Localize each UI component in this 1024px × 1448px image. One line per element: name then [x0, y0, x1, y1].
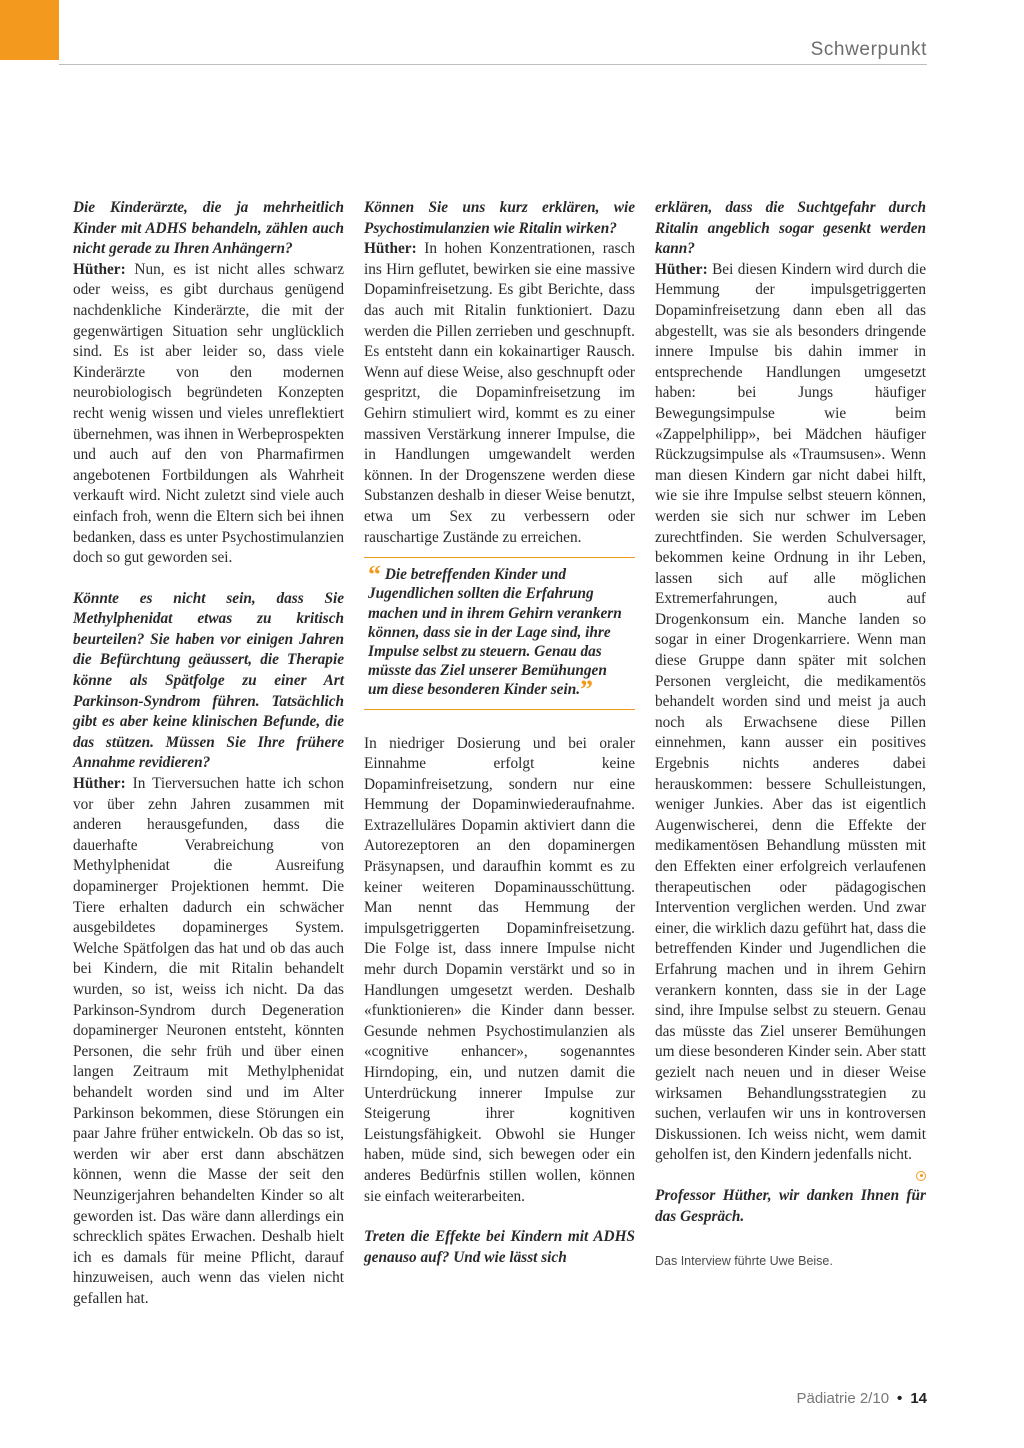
column-1	[73, 198, 344, 1309]
speaker-label: Hüther:	[73, 775, 126, 793]
answer-2-text: In Tierversuchen hatte ich schon vor über zehn Jahren zusammen mit anderen herausgefunden, dass die dauerhafte Verabreichung von Methylphenidat die Ausreifung dopaminerger Projektionen hemmt. Die Tiere erhalten dadurch ein schwächer ausgebildetes dopaminerges System. Welche Spätfolgen das hat und ob das auch bei Kindern, die mit Ritalin behandelt wurden, so ist, weiss ich nicht. Da das Parkinson-Syndrom durch Degeneration dopaminerger Neuronen entsteht, könnten Personen, die sehr früh und über einen langen Zeitraum mit Methylphenidat behandelt worden sind und im Alter Parkinson bekommen, diese Störungen ein paar Jahre früher entwickeln. Ob das so ist, werden wir aber erst dann abschätzen können, wenn die Masse der seit den Neunzigerjahren behandelten Kinder so alt geworden ist. Das wäre dann allerdings ein schrecklich spätes Erwachen. Deshalb hielt ich es damals für meine Pflicht, darauf hinzuweisen, auch wenn das vielen nicht gefallen hat.	[73, 775, 344, 1307]
answer-1	[73, 260, 344, 569]
question-4-continued: erklären, dass die Suchtgefahr durch Ritalin angeblich sogar gesenkt werden kann?	[655, 199, 926, 258]
closing-thanks: Professor Hüther, wir danken Ihnen für das Gespräch.	[655, 1186, 926, 1225]
footer-bullet: •	[897, 1390, 903, 1407]
page-number: 14	[910, 1390, 927, 1407]
question-1: Die Kinderärzte, die ja mehrheitlich Kinder mit ADHS behandeln, zählen auch nicht gerade zu Ihren Anhängern?	[73, 199, 344, 258]
pull-quote	[364, 557, 635, 709]
header-divider	[59, 64, 927, 65]
answer-4-text: Bei diesen Kindern wird durch die Hemmung der impulsgetriggerten Dopaminfreisetzung dann eben all das abgestellt, was sie als besonders dringende innere Impulse bis dahin immer in entsprechende Handlungen umgesetzt haben: bei Jungs häufiger Bewegungsimpulse wie beim «Zappelphilipp», bei Mädchen häufiger Rückzugsimpulse als «Traumsusen». Wenn man diesen Kindern gar nicht dabei hilft, wie sie ihre Impulse selbst steuern können, werden sie sich nur schwer im Leben zurechtfinden. Sie werden Schulversager, bekommen keine Ordnung in ihr Leben, lassen sich auf alle möglichen Extremerfahrungen, auch auf Drogenkonsum ein. Manche landen so sogar in einer Drogenkarriere. Wenn man diese Gruppe dann später mit solchen Personen vergleicht, die medikamentös behandelt worden sind und meist ja auch noch als Erwachsene diese Pillen einnehmen, kann ausser ein positives Ergebnis nichts anderes dabei herauskommen: bessere Schulleistungen, weniger Junkies. Aber das ist eigentlich Augenwischerei, denn die Effekte der medikamentösen Behandlung müssten mit den Effekten einer erfolgreich verlaufenen therapeutischen oder pädagogischen Intervention verglichen werden. Und zwar einer, die wirklich dazu geführt hat, dass die betreffenden Kinder und Jugendlichen die Erfahrung machen und in ihrem Gehirn verankern konnten, dass sie in der Lage sind, ihre Impulse selbst zu steuern. Genau das müsste das Ziel unserer Bemühungen um diese besonderen Kinder sein. Aber statt gezielt nach neuen und in dieser Weise wirksamen Behandlungsstrategien zu suchen, verlaufen wir uns in kontroversen Diskussionen. Ich weiss nicht, wem damit geholfen ist, den Kindern jedenfalls nicht.	[655, 260, 927, 1164]
speaker-label: Hüther:	[655, 260, 708, 278]
question-3: Können Sie uns kurz erklären, wie Psychostimulanzien wie Ritalin wirken?	[364, 199, 635, 237]
open-quote-icon: “	[368, 560, 381, 590]
pull-quote-text: Die betreffenden Kinder und Jugendlichen sollten die Erfahrung machen und in ihrem Gehirn verankern können, dass sie in der Lage sind, ihre Impulse selbst zu steuern. Genau das müsste das Ziel unserer Bemühungen um diese besonderen Kinder sein.	[368, 566, 622, 699]
answer-3	[364, 239, 635, 548]
question-4: Treten die Effekte bei Kindern mit ADHS genauso auf? Und wie lässt sich	[364, 1228, 635, 1266]
section-title: Schwerpunkt	[810, 39, 927, 60]
journal-issue: Pädiatrie 2/10	[796, 1390, 890, 1407]
speaker-label: Hüther:	[73, 260, 126, 278]
answer-2	[73, 774, 344, 1309]
column-3	[655, 198, 926, 1272]
answer-1-text: Nun, es ist nicht alles schwarz oder weiss, es gibt durchaus genügend nachdenkliche Kinderärzte, die mit der gegenwärtigen Situation sehr unglücklich sind. Es ist aber leider so, dass viele Kinderärzte von den modernen neurobiologisch begründeten Konzepten recht wenig wissen und vieles unreflektiert übernehmen, was ihnen in Werbeprospekten und auch auf den von Pharmafirmen angebotenen Fortbildungen als Wahrheit verkauft wird. Nicht zuletzt sind viele auch einfach froh, wenn die Eltern sich bei ihnen bedanken, dass es unter Psychostimulanzien doch so gut geworden sei.	[73, 260, 344, 567]
page-footer	[796, 1390, 927, 1407]
answer-3-continued: In niedriger Dosierung und bei oraler Einnahme erfolgt keine Dopaminfreisetzung, sondern nur eine Hemmung der Dopaminwiederaufnahme. Extrazelluläres Dopamin aktiviert dann die Autorezeptoren an den dopaminergen Präsynapsen, und daraufhin kommt es zu keiner weiteren Dopaminausschüttung. Man nennt das Hemmung der impulsgetriggerten Dopaminfreisetzung. Die Folge ist, dass innere Impulse nicht mehr durch Dopamin verstärkt und so in Handlungen umgesetzt werden. Deshalb «funktionieren» die Kinder dann besser. Gesunde nehmen Psychostimulanzien als «cognitive enhancer», sogenanntes Hirndoping, ein, und nutzen damit die Unterdrückung innerer Impulse zur Steigerung ihrer kognitiven Leistungsfähigkeit. Obwohl sie Hunger haben, müde sind, sich bewegen oder ein anderes Bedürfnis stillen wollen, können sie einfach weiterarbeiten.	[364, 734, 635, 1205]
interview-credit: Das Interview führte Uwe Beise.	[655, 1254, 833, 1269]
answer-3-text: In hohen Konzentrationen, rasch ins Hirn geflutet, bewirken sie eine massive Dopaminfreisetzung. Es gibt Berichte, dass das auch mit Ritalin funktioniert. Dazu werden die Pillen zerrieben und geschnupft. Es entsteht dann ein kokainartiger Rausch. Wenn auf diese Weise, also geschnupft oder gespritzt, die Dopaminfreisetzung im Gehirn stimuliert wird, kommt es zu einer massiven Verstärkung innerer Impulse, die in Handlungen umgewandelt werden können. In der Drogenszene werden diese Substanzen deshalb in dieser Weise benutzt, etwa um Sex zu verbessern oder rauschartige Zustände zu erreichen.	[364, 240, 636, 546]
end-of-article-circle-icon	[916, 1171, 926, 1181]
close-quote-icon: ”	[580, 675, 594, 705]
speaker-label: Hüther:	[364, 240, 417, 258]
question-2: Könnte es nicht sein, dass Sie Methylphenidat etwas zu kritisch beurteilen? Sie haben vor einigen Jahren die Befürchtung geäussert, die Therapie könne als Spätfolge zu einer Art Parkinson-Syndrom führen. Tatsächlich gibt es aber keine klinischen Befunde, die das stützen. Müssen Sie Ihre frühere Annahme revidieren?	[73, 589, 344, 772]
column-2	[364, 198, 635, 1268]
answer-4	[655, 260, 926, 1166]
corner-accent-block	[0, 0, 59, 60]
